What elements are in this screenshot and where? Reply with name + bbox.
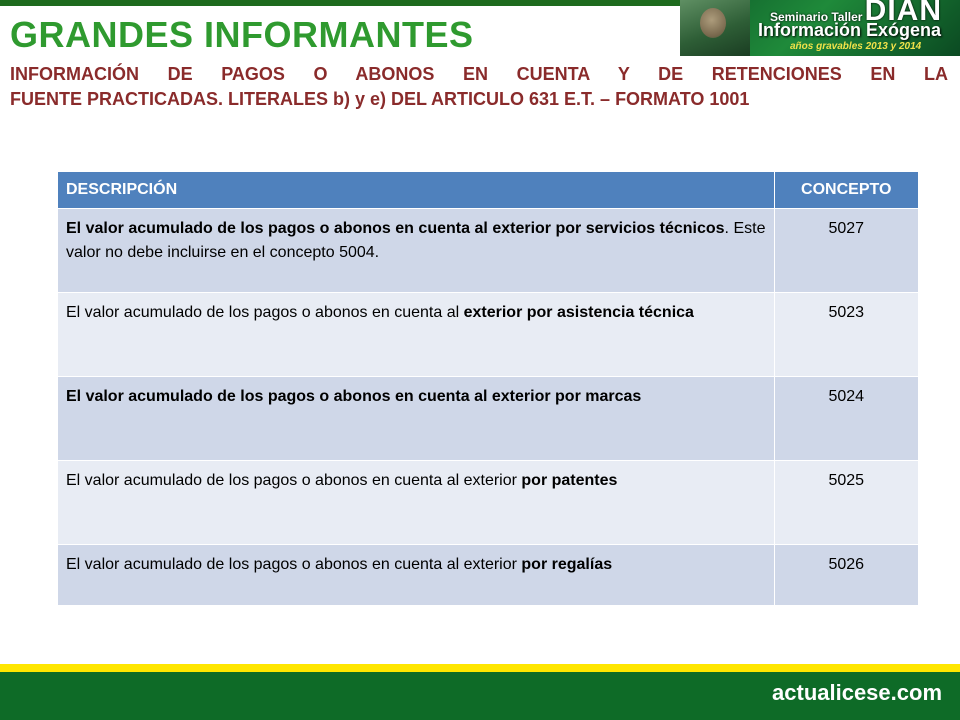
page-subtitle-line2: FUENTE PRACTICADAS. LITERALES b) y e) DEL ARTICULO 631 E.T. – FORMATO 1001	[10, 89, 750, 109]
description-cell	[58, 377, 774, 461]
description-text: El valor acumulado de los pagos o abonos en cuenta al	[66, 304, 464, 321]
description-cell	[58, 293, 774, 377]
seminar-banner	[680, 0, 960, 56]
table-row	[58, 209, 918, 293]
footer-bar	[0, 672, 960, 720]
page-subtitle	[10, 62, 948, 112]
concept-code-cell: 5027	[774, 209, 918, 293]
dian-logo: DIAN	[864, 0, 942, 27]
footer-accent-strip	[0, 664, 960, 672]
page-title: GRANDES INFORMANTES	[10, 14, 474, 55]
description-bold-text: por regalías	[521, 556, 613, 573]
concepts-table	[58, 172, 918, 605]
column-header-descripcion: DESCRIPCIÓN	[58, 172, 774, 209]
description-bold-text: exterior por asistencia técnica	[463, 304, 694, 321]
page-subtitle-line1: INFORMACIÓN DE PAGOS O ABONOS EN CUENTA Y DE RETENCIONES EN LA	[10, 64, 948, 84]
table-header-row	[58, 172, 918, 209]
description-bold-text: El valor acumulado de los pagos o abonos en cuenta al exterior por marcas	[66, 388, 642, 405]
description-text: El valor acumulado de los pagos o abonos en cuenta al exterior	[66, 556, 522, 573]
speaker-photo	[680, 0, 750, 56]
banner-subtitle: Seminario Taller	[770, 10, 863, 24]
concept-code-cell: 5025	[774, 461, 918, 545]
table-row	[58, 545, 918, 605]
description-tail-text: . Este valor no debe incluirse en el concepto 5004.	[66, 220, 766, 261]
description-bold-text: El valor acumulado de los pagos o abonos en cuenta al exterior por servicios técnicos	[66, 220, 725, 237]
description-cell	[58, 461, 774, 545]
table-row	[58, 461, 918, 545]
footer-brand: actualicese.com	[772, 680, 942, 705]
table-row	[58, 293, 918, 377]
description-text: El valor acumulado de los pagos o abonos en cuenta al exterior	[66, 472, 522, 489]
table-row	[58, 377, 918, 461]
column-header-concepto: CONCEPTO	[774, 172, 918, 209]
description-bold-text: por patentes	[521, 472, 618, 489]
description-cell	[58, 209, 774, 293]
concept-code-cell: 5023	[774, 293, 918, 377]
concept-code-cell: 5026	[774, 545, 918, 605]
description-cell	[58, 545, 774, 605]
banner-years: años gravables 2013 y 2014	[790, 41, 922, 52]
banner-title: Información Exógena	[758, 20, 942, 40]
concept-code-cell: 5024	[774, 377, 918, 461]
